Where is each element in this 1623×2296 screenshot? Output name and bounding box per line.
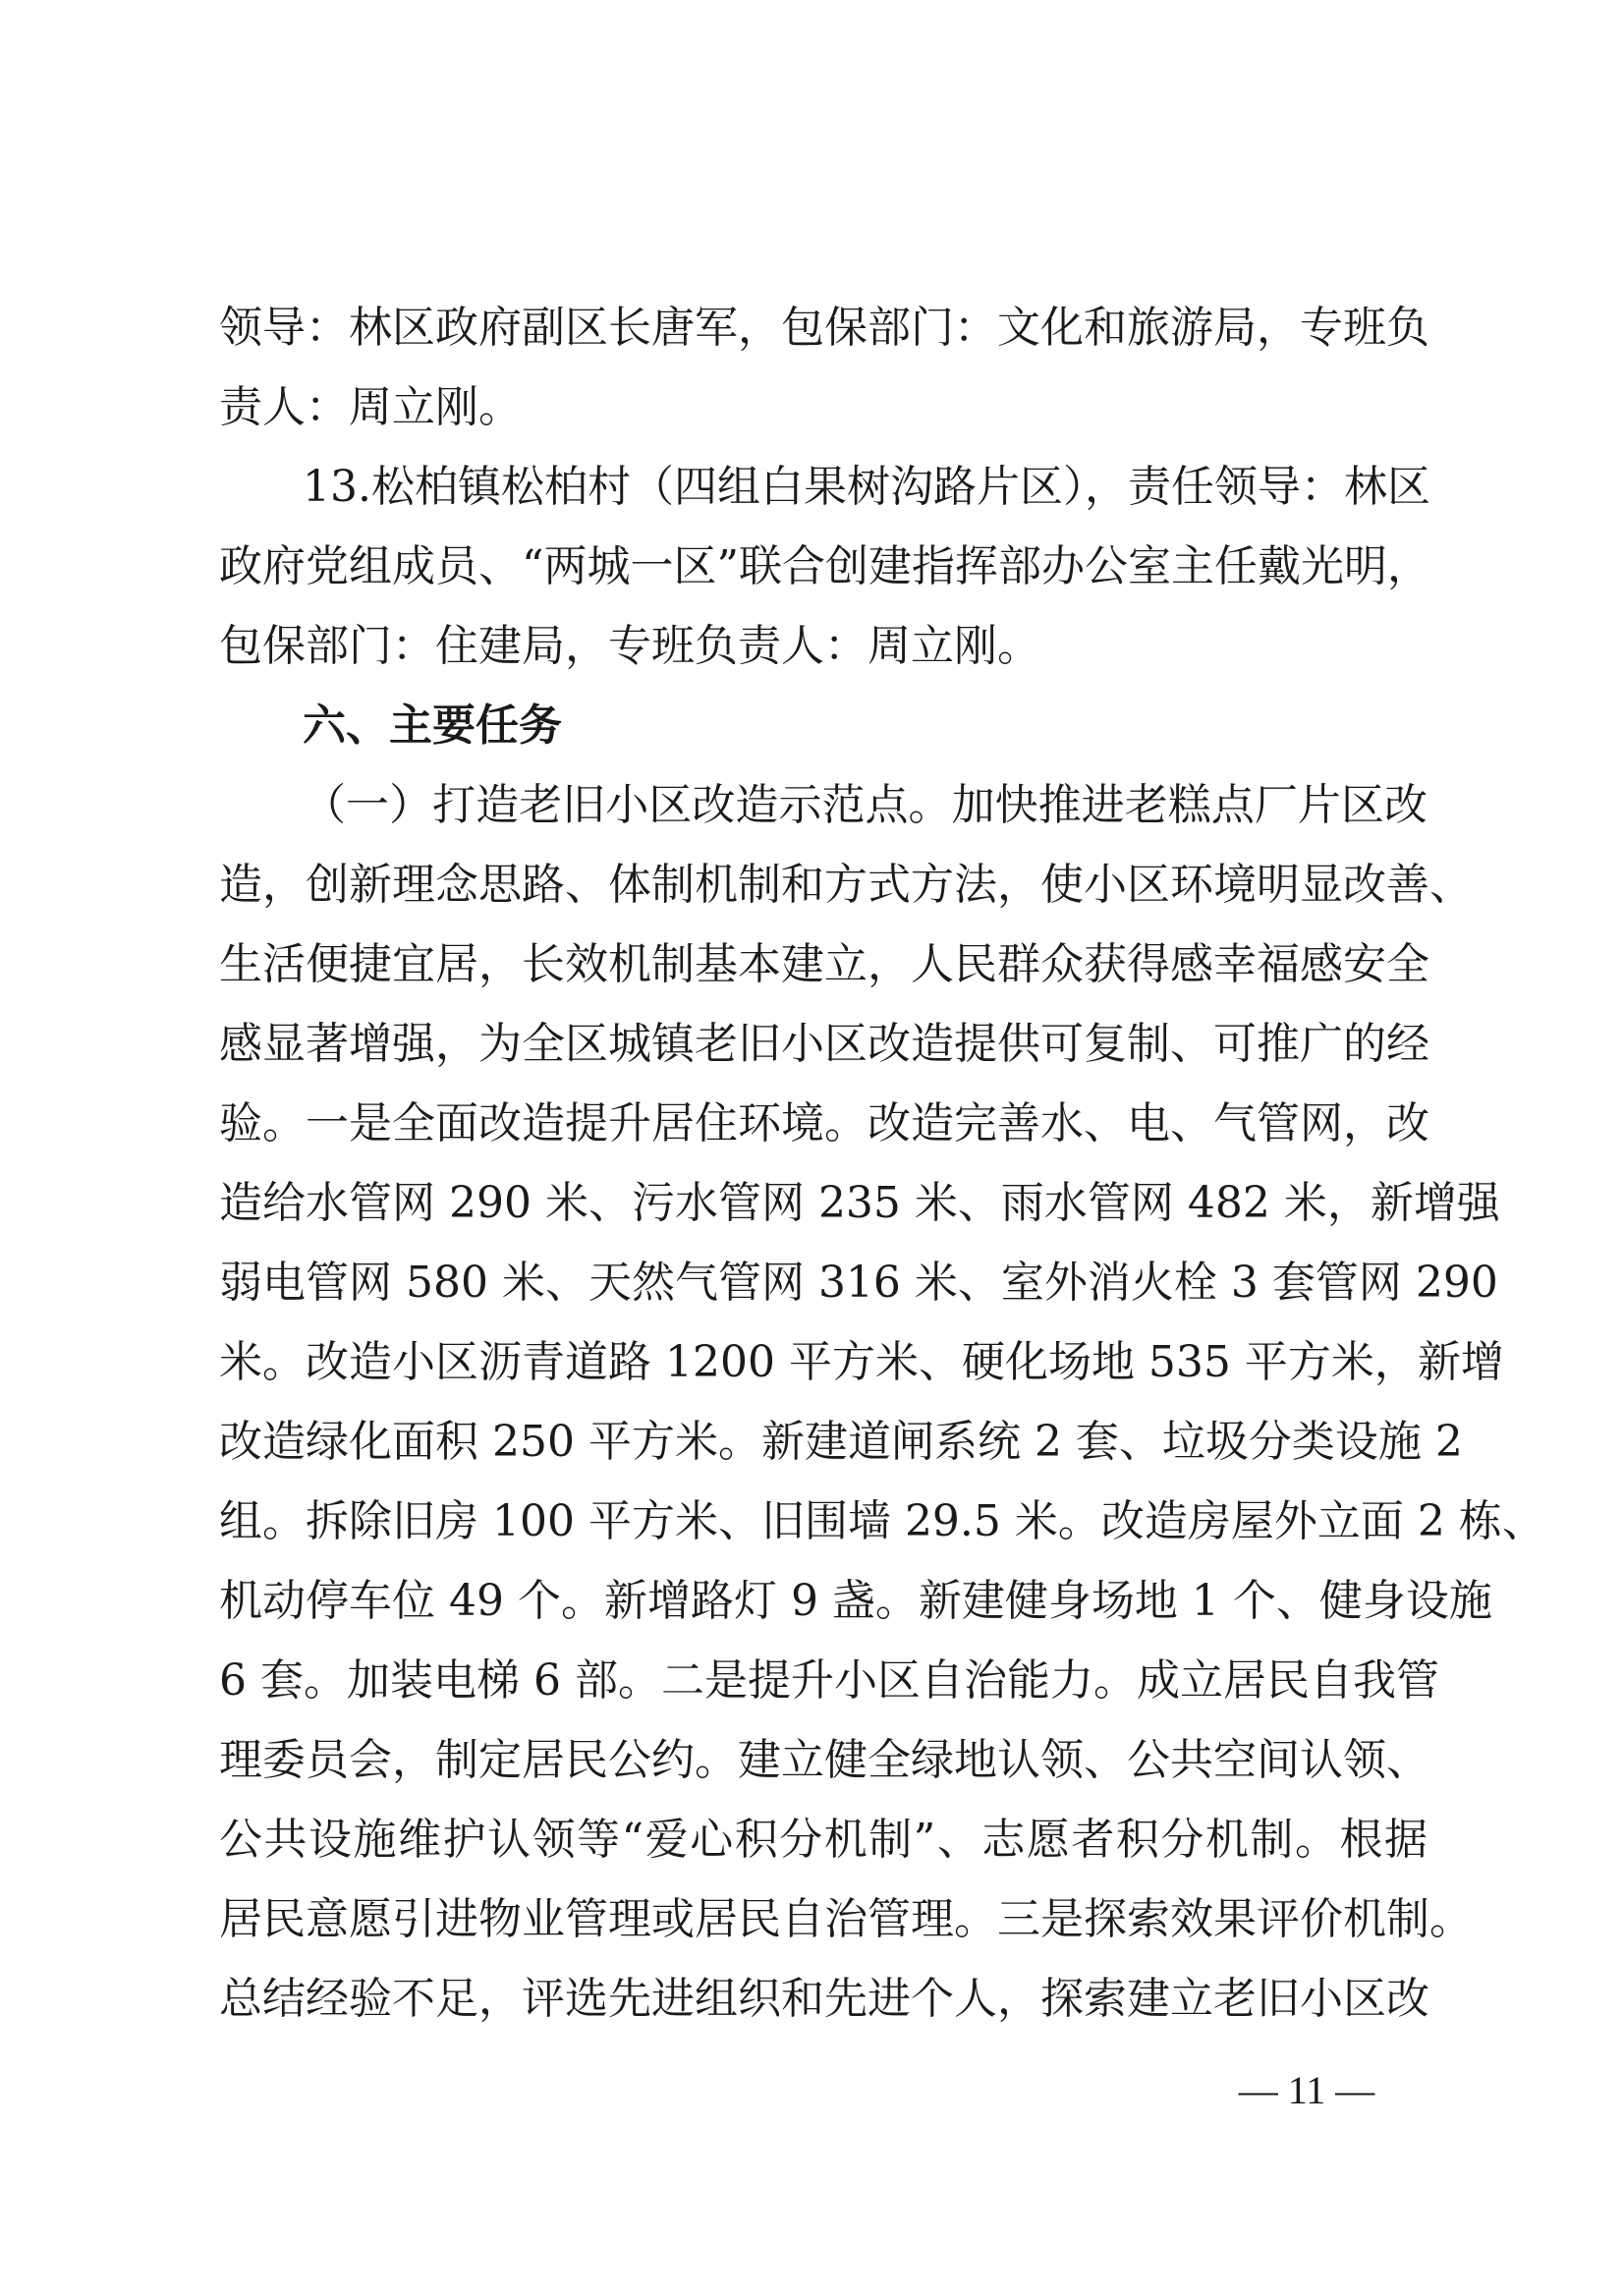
text-line: 验。一是全面改造提升居住环境。改造完善水、电、气管网，改 <box>219 1098 1429 1148</box>
text-line: 6 套。加装电梯 6 部。二是提升小区自治能力。成立居民自我管 <box>219 1655 1439 1706</box>
text-line: 责人：周立刚。 <box>219 382 522 432</box>
text-line: 理委员会，制定居民公约。建立健全绿地认领、公共空间认领、 <box>219 1735 1429 1785</box>
text-line: 政府党组成员、“两城一区”联合创建指挥部办公室主任戴光明， <box>219 541 1430 591</box>
text-line: （一）打造老旧小区改造示范点。加快推进老糕点厂片区改 <box>303 780 1427 830</box>
text-line: 居民意愿引进物业管理或居民自治管理。三是探索效果评价机制。 <box>219 1894 1473 1944</box>
text-line: 米。改造小区沥青道路 1200 平方米、硬化场地 535 平方米，新增 <box>219 1337 1504 1387</box>
text-line: 弱电管网 580 米、天然气管网 316 米、室外消火栓 3 套管网 290 <box>219 1258 1498 1308</box>
text-line: 机动停车位 49 个。新增路灯 9 盏。新建健身场地 1 个、健身设施 <box>219 1576 1492 1626</box>
section-heading: 六、主要任务 <box>303 700 562 751</box>
page-number: — 11 — <box>1238 2068 1375 2112</box>
text-line: 13.松柏镇松柏村（四组白果树沟路片区），责任领导：林区 <box>303 462 1430 512</box>
text-line: 领导：林区政府副区长唐军，包保部门：文化和旅游局，专班负 <box>219 303 1429 353</box>
text-line: 公共设施维护认领等“爱心积分机制”、志愿者积分机制。根据 <box>219 1815 1427 1865</box>
text-line: 造给水管网 290 米、污水管网 235 米、雨水管网 482 米，新增强 <box>219 1178 1500 1228</box>
text-line: 包保部门：住建局，专班负责人：周立刚。 <box>219 621 1040 671</box>
text-line: 组。拆除旧房 100 平方米、旧围墙 29.5 米。改造房屋外立面 2 栋、 <box>219 1496 1545 1546</box>
text-line: 总结经验不足，评选先进组织和先进个人，探索建立老旧小区改 <box>219 1974 1429 2024</box>
text-line: 生活便捷宜居，长效机制基本建立，人民群众获得感幸福感安全 <box>219 939 1429 989</box>
text-line: 改造绿化面积 250 平方米。新建道闸系统 2 套、垃圾分类设施 2 <box>219 1417 1463 1467</box>
text-line: 感显著增强，为全区城镇老旧小区改造提供可复制、可推广的经 <box>219 1019 1429 1069</box>
text-line: 造，创新理念思路、体制机制和方式方法，使小区环境明显改善、 <box>219 860 1473 910</box>
